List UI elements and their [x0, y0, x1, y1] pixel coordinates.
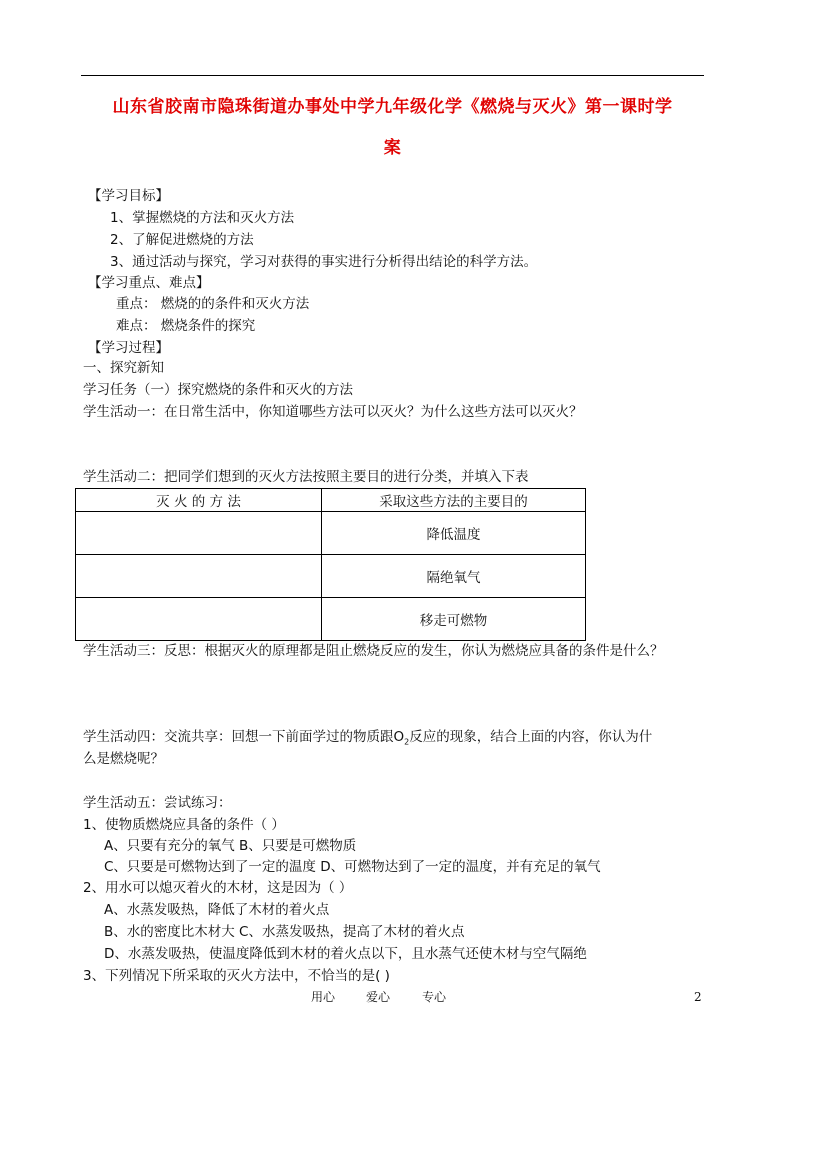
- question-three: 3、下列情况下所采取的灭火方法中，不恰当的是( ): [83, 968, 390, 984]
- oxygen-subscript: 2: [404, 737, 410, 747]
- activity-four-line2: 么是燃烧呢？: [83, 751, 164, 767]
- footer-text: 用心: [311, 990, 336, 1004]
- table-cell-purpose: 移走可燃物: [322, 598, 586, 641]
- activity-two: 学生活动二：把同学们想到的灭火方法按照主要目的进行分类，并填入下表: [83, 469, 529, 485]
- question-two: 2、用水可以熄灭着火的木材，这是因为（ ）: [83, 880, 353, 896]
- task-heading: 学习任务（一）探究燃烧的条件和灭火的方法: [83, 382, 353, 398]
- objective-item: 3、通过活动与探究，学习对获得的事实进行分析得出结论的科学方法。: [110, 254, 538, 270]
- table-cell-method: [76, 512, 322, 555]
- process-heading: 【学习过程】: [88, 340, 169, 356]
- keypoints-heading: 【学习重点、难点】: [88, 275, 210, 291]
- objective-item: 1、掌握燃烧的方法和灭火方法: [110, 210, 295, 226]
- question-one: 1、使物质燃烧应具备的条件（ ）: [83, 817, 285, 833]
- table-row: [76, 598, 586, 641]
- question-two-option-a: A、水蒸发吸热，降低了木材的着火点: [104, 902, 330, 918]
- document-title: 山东省胶南市隐珠街道办事处中学九年级化学《燃烧与灭火》第一课时学: [112, 97, 673, 117]
- activity-five: 学生活动五：尝试练习：: [83, 795, 232, 811]
- table-row: [76, 555, 586, 598]
- table-row: [76, 512, 586, 555]
- objectives-heading: 【学习目标】: [88, 188, 169, 204]
- document-title-continued: 案: [383, 138, 402, 158]
- activity-four-text: 学生活动四：交流共享：回想一下前面学过的物质跟O: [83, 729, 405, 745]
- footer-text: 专心: [422, 990, 447, 1004]
- objective-item: 2、了解促进燃烧的方法: [110, 232, 254, 248]
- question-one-options-cd: C、只要是可燃物达到了一定的温度 D、可燃物达到了一定的温度，并有充足的氧气: [104, 859, 601, 875]
- footer-text: 爱心: [366, 990, 391, 1004]
- table-cell-purpose: 隔绝氧气: [322, 555, 586, 598]
- question-one-options-ab: A、只要有充分的氧气 B、只要是可燃物质: [104, 838, 357, 854]
- fire-methods-table: [75, 488, 586, 641]
- question-two-options-bc: B、水的密度比木材大 C、水蒸发吸热，提高了木材的着火点: [104, 924, 465, 940]
- table-header-cell: 灭 火 的 方 法: [76, 489, 322, 512]
- question-two-option-d: D、水蒸发吸热，使温度降低到木材的着火点以下，且水蒸气还使木材与空气隔绝: [104, 946, 587, 962]
- table-cell-purpose: 降低温度: [322, 512, 586, 555]
- activity-four: [83, 727, 652, 753]
- activity-four-text-cont: 反应的现象，结合上面的内容，你认为什: [409, 729, 653, 745]
- page-number: 2: [694, 990, 702, 1004]
- keypoint-text: 重点： 燃烧的的条件和灭火方法: [116, 296, 310, 312]
- activity-three: 学生活动三：反思：根据灭火的原理都是阻止燃烧反应的发生，你认为燃烧应具备的条件是什么？: [83, 643, 664, 659]
- header-rule: [81, 75, 704, 76]
- activity-one: 学生活动一：在日常生活中，你知道哪些方法可以灭火？为什么这些方法可以灭火？: [83, 404, 583, 420]
- section-heading: 一、探究新知: [83, 360, 164, 376]
- table-header-cell: 采取这些方法的主要目的: [322, 489, 586, 512]
- table-cell-method: [76, 555, 322, 598]
- table-cell-method: [76, 598, 322, 641]
- difficulty-text: 难点： 燃烧条件的探究: [116, 318, 256, 334]
- table-header-row: [76, 489, 586, 512]
